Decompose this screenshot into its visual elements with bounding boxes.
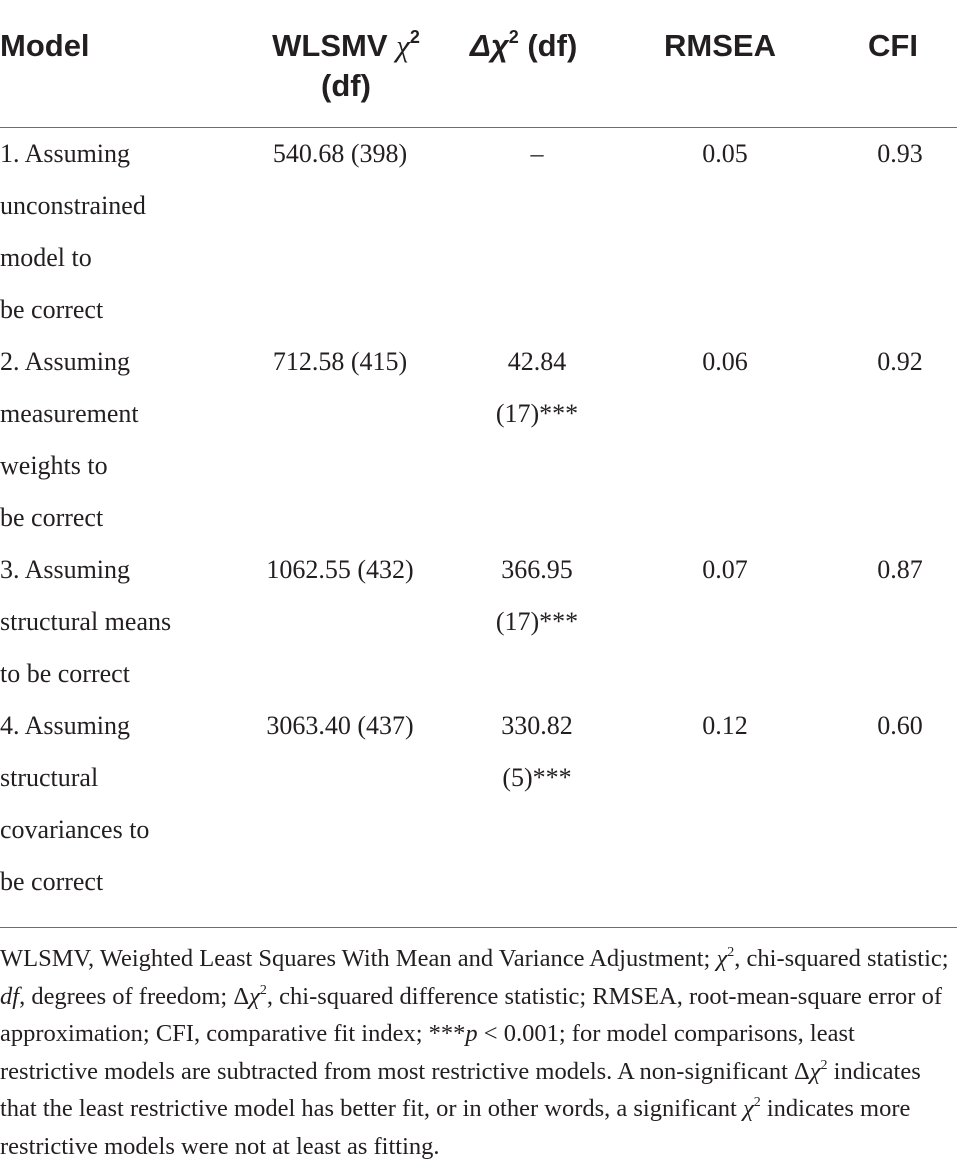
- row-3-rmsea: 0.07: [702, 555, 748, 584]
- row-3-model: 3. Assuming structural means to be correct: [0, 555, 172, 688]
- table-footnote: WLSMV, Weighted Least Squares With Mean and Variance Adjustment; $\chi^2$, chi-squared statistic; df, degrees of freedom; $\Delta\chi^2$, chi-squared difference statistic; RMSEA, root-mean-square error of approximation; CFI, comparative fit index; ***p < 0.001; for model comparisons, least restrictive models are subtracted from most restrictive models. A non-significant $\Delta\chi^2$ indicates that the least restrictive model has better fit, or in other words, a significant $\chi^2$ indicates more restrictive models were not at least as fitting.: [0, 945, 949, 1160]
- row-3-wlsmv: 1062.55 (432): [266, 555, 414, 584]
- row-2-rmsea: 0.06: [702, 347, 748, 376]
- row-1-delta: –: [530, 139, 544, 168]
- row-4-delta: 330.82 (5)***: [501, 711, 573, 792]
- row-2-cfi: 0.92: [877, 347, 923, 376]
- row-2-model: 2. Assuming measurement weights to be correct: [0, 347, 139, 532]
- footer-rule: [0, 927, 957, 928]
- row-3-cfi: 0.87: [877, 555, 923, 584]
- row-1-wlsmv: 540.68 (398): [272, 139, 408, 168]
- header-wlsmv: WLSMV $\chi^2$ (df): [272, 27, 420, 103]
- row-4-wlsmv: 3063.40 (437): [266, 711, 414, 740]
- header-cfi: CFI: [868, 28, 918, 63]
- header-delta-chi: $\Delta\chi^2$ (df): [470, 27, 578, 63]
- header-model: Model: [0, 28, 90, 63]
- row-3-delta: 366.95 (17)***: [495, 555, 579, 636]
- row-1-rmsea: 0.05: [702, 139, 748, 168]
- row-2-delta: 42.84 (17)***: [495, 347, 579, 428]
- header-rmsea: RMSEA: [664, 28, 776, 63]
- row-1-model: 1. Assuming unconstrained model to be correct: [0, 139, 146, 324]
- row-4-rmsea: 0.12: [702, 711, 748, 740]
- row-4-model: 4. Assuming structural covariances to be correct: [0, 711, 150, 896]
- row-2-wlsmv: 712.58 (415): [272, 347, 408, 376]
- row-4-cfi: 0.60: [877, 711, 923, 740]
- row-1-cfi: 0.93: [877, 139, 923, 168]
